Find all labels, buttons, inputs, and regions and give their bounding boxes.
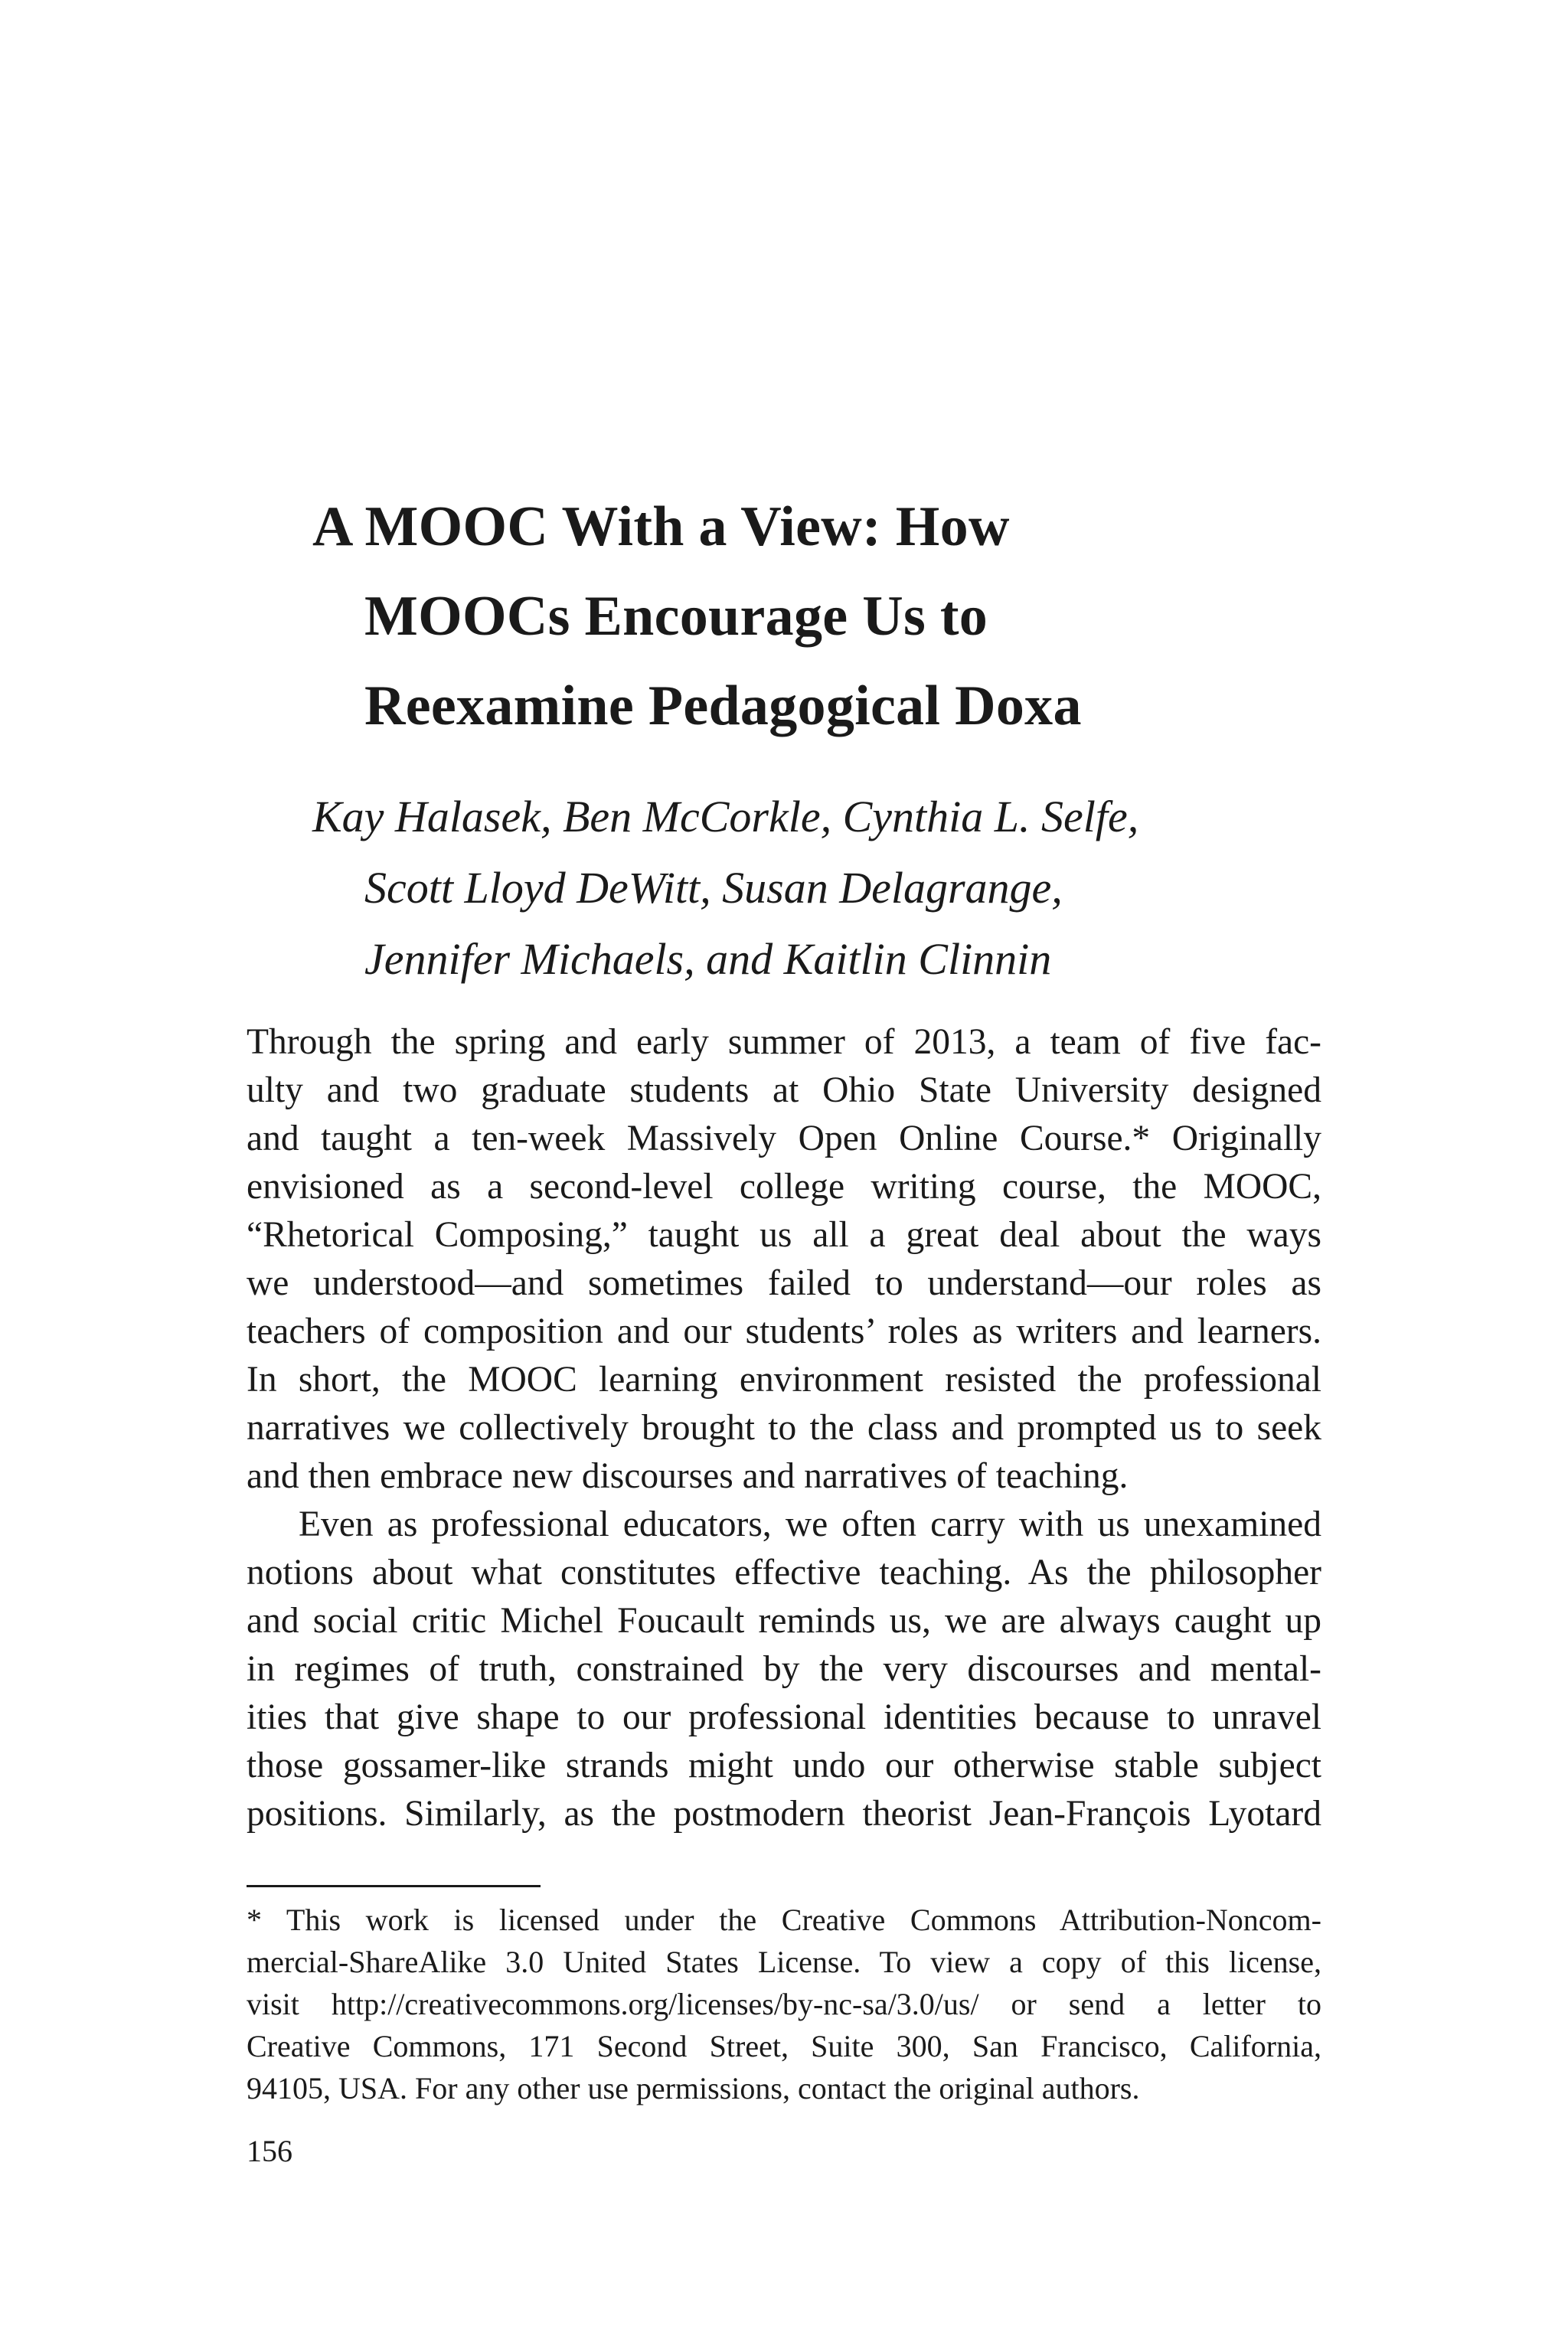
paragraph-2: [247, 1501, 1321, 1838]
paragraph-1: [247, 1018, 1321, 1501]
text-line: and taught a ten-week Massively Open Online Course.* Originally: [247, 1119, 1321, 1158]
text-line: positions. Similarly, as the postmodern theorist Jean-François Lyotard: [247, 1794, 1321, 1834]
text-line: we understood—and sometimes failed to understand—our roles as: [247, 1263, 1321, 1303]
footnote-line: visit http://creativecommons.org/licenses/by-nc-sa/3.0/us/ or send a letter to: [247, 1987, 1321, 2021]
text-line: Through the spring and early summer of 2013, a team of five fac-: [247, 1022, 1321, 1062]
author-line: Scott Lloyd DeWitt, Susan Delagrange,: [364, 863, 1063, 913]
footnote-divider: [247, 1885, 541, 1887]
text-line: and social critic Michel Foucault reminds us, we are always caught up: [247, 1601, 1321, 1641]
author-line: Kay Halasek, Ben McCorkle, Cynthia L. Selfe,: [312, 792, 1139, 841]
text-line: ulty and two graduate students at Ohio State University designed: [247, 1070, 1321, 1110]
text-line: envisioned as a second-level college writing course, the MOOC,: [247, 1167, 1321, 1207]
text-line: In short, the MOOC learning environment resisted the professional: [247, 1360, 1321, 1400]
author-line: Jennifer Michaels, and Kaitlin Clinnin: [364, 934, 1052, 984]
footnote-line: mercial-ShareAlike 3.0 United States License. To view a copy of this license,: [247, 1945, 1321, 1979]
text-line: narratives we collectively brought to the class and prompted us to seek: [247, 1408, 1321, 1448]
chapter-title-line: Reexamine Pedagogical Doxa: [364, 675, 1082, 737]
chapter-title: [312, 482, 1338, 751]
text-line: in regimes of truth, constrained by the very discourses and mental-: [247, 1649, 1321, 1689]
author-list: [312, 781, 1338, 995]
chapter-title-line: A MOOC With a View: How: [312, 495, 1010, 558]
text-line: teachers of composition and our students’ roles as writers and learners.: [247, 1312, 1321, 1351]
text-line: notions about what constitutes effective teaching. As the philosopher: [247, 1553, 1321, 1592]
footnote-line: * This work is licensed under the Creative Commons Attribution-Noncom-: [247, 1903, 1321, 1937]
footnote-line: 94105, USA. For any other use permissions, contact the original authors.: [247, 2071, 1140, 2105]
body-text: [247, 1018, 1321, 1838]
footnote-line: Creative Commons, 171 Second Street, Suite 300, San Francisco, California,: [247, 2029, 1321, 2063]
text-line: those gossamer-like strands might undo our otherwise stable subject: [247, 1746, 1321, 1785]
footnote: [247, 1899, 1321, 2109]
text-line: ities that give shape to our professional identities because to unravel: [247, 1697, 1321, 1737]
page-number: 156: [247, 2134, 292, 2168]
chapter-title-line: MOOCs Encourage Us to: [364, 585, 988, 648]
text-line: “Rhetorical Composing,” taught us all a great deal about the ways: [247, 1215, 1321, 1255]
text-line: and then embrace new discourses and narratives of teaching.: [247, 1456, 1129, 1496]
text-line: Even as professional educators, we often carry with us unexamined: [299, 1504, 1321, 1544]
